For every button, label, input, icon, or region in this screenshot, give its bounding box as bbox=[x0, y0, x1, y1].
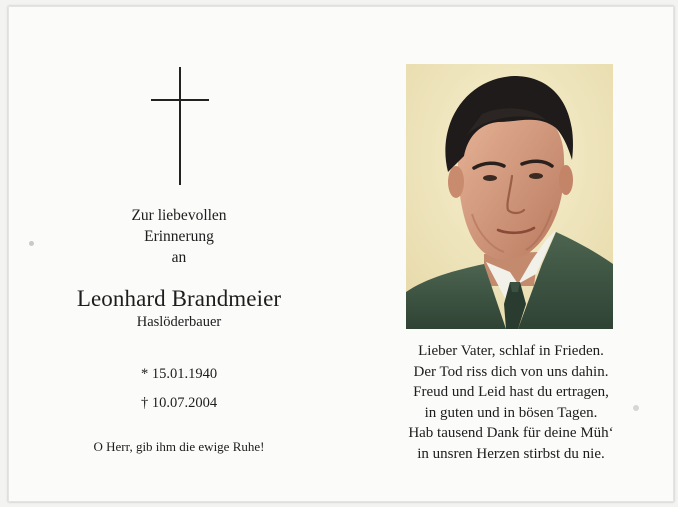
intro-line: Erinnerung bbox=[144, 228, 214, 245]
prayer-text: O Herr, gib ihm die ewige Ruhe! bbox=[93, 439, 265, 454]
intro-text bbox=[49, 205, 309, 268]
poem-line: in guten und in bösen Tagen. bbox=[424, 404, 598, 421]
poem-line: in unsren Herzen stirbst du nie. bbox=[417, 445, 605, 462]
cross-icon bbox=[151, 67, 209, 185]
intro-line: Zur liebevollen bbox=[131, 207, 227, 224]
poem-text bbox=[361, 341, 661, 464]
house-name: Haslöderbauer bbox=[136, 314, 222, 330]
memorial-card bbox=[8, 6, 674, 502]
poem-line: Lieber Vater, schlaf in Frieden. bbox=[418, 343, 604, 359]
portrait-photo bbox=[406, 64, 613, 329]
poem-line: Freud und Leid hast du ertragen, bbox=[413, 384, 609, 400]
death-date: † 10.07.2004 bbox=[140, 395, 218, 411]
life-dates bbox=[49, 360, 309, 418]
paper-speck bbox=[633, 405, 639, 411]
birth-date: * 15.01.1940 bbox=[140, 366, 218, 382]
poem-line: Hab tausend Dank für deine Müh‘ bbox=[408, 425, 614, 441]
portrait-illustration bbox=[406, 64, 613, 329]
intro-line: an bbox=[171, 249, 187, 266]
paper-speck bbox=[29, 241, 34, 246]
poem-line: Der Tod riss dich von uns dahin. bbox=[413, 363, 609, 380]
deceased-name: Leonhard Brandmeier bbox=[76, 286, 282, 311]
